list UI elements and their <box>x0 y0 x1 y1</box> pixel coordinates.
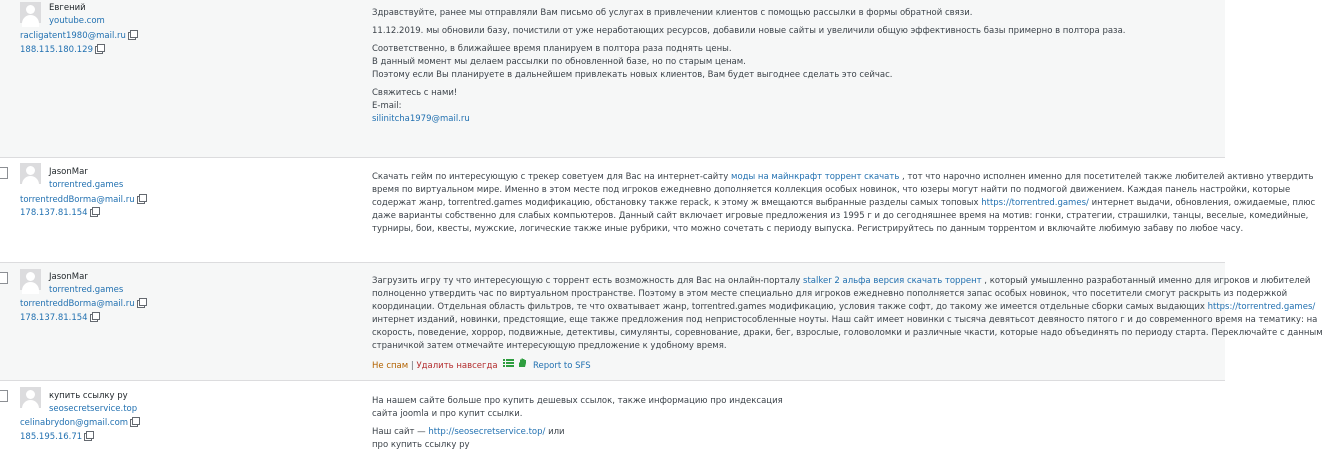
copy-icon[interactable] <box>132 417 140 425</box>
author-ip-link[interactable] <box>20 312 100 323</box>
comment-text: Наш сайт — <box>372 427 429 437</box>
anchor-link[interactable]: stalker 2 альфа версия скачать торрент <box>803 276 982 286</box>
comment-text: интернет изданий, новинки, предстоящие, еще также предложения под непристособленные ноуты. Наш сайт имеет новинки с тысяча девятьсот девяносто пятого г и до современного время на тематику: на <box>372 315 1318 325</box>
author-ip-link[interactable] <box>20 207 100 218</box>
author-email-text[interactable]: torrentreddBorma@mail.ru <box>20 299 135 309</box>
author-ip-text[interactable]: 185.195.16.71 <box>20 432 83 442</box>
author-ip-link[interactable] <box>20 44 105 55</box>
comment-row <box>0 263 1323 381</box>
comment-text: интернет выдачи, обновления, ожидаемые, плюс <box>1088 198 1316 208</box>
comment-paragraph: 11.12.2019. мы обновили базу, почистили от уже неработающих ресурсов, добавили новые сайты и увеличили общую эффективность базы примерно в полтора раза. <box>372 26 1126 36</box>
copy-icon[interactable] <box>92 207 100 215</box>
copy-icon[interactable] <box>139 298 147 306</box>
comment-text: про купить ссылку ру <box>372 440 470 450</box>
author-url-link[interactable]: seosecretservice.top <box>49 404 138 414</box>
comment-text: страничкой затем отмечайте интересующую предложение к удобному время. <box>372 341 727 351</box>
comment-text: скорость, поведение, хоррор, подвижные, детективы, симулянты, соревнование, драки, бег, взрослые, головоломки и различные чкасти, которые надо объединять по периоду старта. Переключайте с данным <box>372 328 1323 338</box>
author-ip-text[interactable]: 188.115.180.129 <box>20 45 94 55</box>
comment-text: , который умышленно разработанный именно для игроков и любителей <box>981 276 1311 286</box>
author-name: JasonMar <box>49 272 88 282</box>
comment-paragraph: E-mail: <box>372 101 402 111</box>
author-url-link[interactable]: youtube.com <box>49 16 105 26</box>
author-email-text[interactable]: racligatent1980@mail.ru <box>20 31 126 41</box>
comment-row <box>0 0 1225 158</box>
copy-icon[interactable] <box>92 312 100 320</box>
list-icon[interactable] <box>503 358 517 373</box>
anchor-link[interactable]: https://torrentred.games/ <box>1207 302 1316 312</box>
report-to-sfs-action[interactable]: Report to SFS <box>533 361 591 371</box>
avatar <box>20 2 41 23</box>
author-email-link[interactable] <box>20 194 147 205</box>
comment-text: даже варианты собственно для слабых компьютеров. Данный сайт включает игровые предложения из 1995 г и до сегодняшнее время на мотив: гонки, стратегии, страшилки, танцы, веселые, комедийные, <box>372 211 1309 221</box>
author-url-link[interactable]: torrentred.games <box>49 180 124 190</box>
avatar <box>20 163 41 184</box>
author-url-link[interactable]: torrentred.games <box>49 285 124 295</box>
author-email-text[interactable]: celinabrydon@gmail.com <box>20 418 129 428</box>
author-name: Евгений <box>49 3 86 13</box>
comment-paragraph: Свяжитесь с нами! <box>372 88 458 98</box>
avatar <box>20 269 41 290</box>
comment-paragraph: Здравствуйте, ранее мы отправляли Вам письмо об услугах в привлечении клиентов с помощью рассылки в формы обратной связи. <box>372 8 973 18</box>
comment-content <box>372 395 1225 452</box>
email-link[interactable]: silinitcha1979@mail.ru <box>372 114 470 124</box>
author-email-text[interactable]: torrentreddBorma@mail.ru <box>20 195 135 205</box>
row-actions <box>372 358 1225 373</box>
comment-text: время по виртуальном мире. Именно в этом месте под игроков ежедневно дополняется коллекция особых новинок, что юзеры могут найти по подмогой движением. Каждая панель настройки, которые <box>372 185 1291 195</box>
action-separator: | <box>410 361 414 371</box>
author-email-link[interactable] <box>20 30 138 41</box>
copy-icon[interactable] <box>97 44 105 52</box>
author-email-link[interactable] <box>20 417 140 428</box>
comment-paragraph: Поэтому если Вы планируете в дальнейшем привлекать новых клиентов, Вам будет выгоднее сделать это сейчас. <box>372 70 893 80</box>
comment-content <box>372 7 1225 126</box>
copy-icon[interactable] <box>130 30 138 38</box>
comment-text: сайта joomla и про купит ссылки. <box>372 409 523 419</box>
comment-text: турниры, бои, квесты, мужские, логические также иные рубрики, что можно сочетать с периоду выпуска. Регистрируйтесь по данным торрентом и включайте любимую забаву по любое часу. <box>372 224 1244 234</box>
delete-permanently-action[interactable]: Удалить навсегда <box>416 361 498 371</box>
copy-icon[interactable] <box>86 431 94 439</box>
comment-text: координации. Отдельная область фильтров, те что охватывает жанр, torrentred.games модификацию, условия также софт, до такому же имеется отдельные сборки самых выдающих <box>372 302 1205 312</box>
hand-icon[interactable] <box>518 358 527 373</box>
comment-text: На нашем сайте больше про купить дешевых ссылок, также информацию про индексация <box>372 396 783 406</box>
copy-icon[interactable] <box>139 194 147 202</box>
anchor-link[interactable]: моды на майнкрафт торрент скачать <box>731 172 900 182</box>
comment-text: Скачать гейм по интересующую с трекер советуем для Вас на интернет-сайту <box>372 172 729 182</box>
comment-paragraph: В данный момент мы делаем рассылки по обновленной базе, но по старым ценам. <box>372 57 746 67</box>
comment-text: содержат жанр, torrentred.games модификацию, обстановку также repack, к этому ж вмещаются выбранные разделы самых топовых <box>372 198 979 208</box>
author-ip-text[interactable]: 178.137.81.154 <box>20 208 88 218</box>
site-link[interactable]: http://seosecretservice.top/ <box>428 427 546 437</box>
comment-row <box>0 381 1225 471</box>
author-name: купить ссылку ру <box>49 391 128 401</box>
author-ip-text[interactable]: 178.137.81.154 <box>20 313 88 323</box>
author-ip-link[interactable] <box>20 431 94 442</box>
comment-row <box>0 158 1316 263</box>
comment-paragraph: Соответственно, в ближайшее время планируем в полтора раза поднять цены. <box>372 44 732 54</box>
select-checkbox[interactable] <box>0 272 8 284</box>
author-email-link[interactable] <box>20 298 147 309</box>
anchor-link[interactable]: https://torrentred.games/ <box>981 198 1089 208</box>
comment-text: Загрузить игру ту что интересующую с торрент есть возможность для Вас на онлайн-порталу <box>372 276 801 286</box>
not-spam-action[interactable]: Не спам <box>372 361 409 371</box>
comment-content <box>372 275 1323 373</box>
select-checkbox[interactable] <box>0 390 8 402</box>
author-name: JasonMar <box>49 167 88 177</box>
comment-text: полноценно утвердить час по виртуальном пространстве. Поэтому в этом месте специально для игроков ежедневно пополняется запас особых новинок, что посетители смогут раскрыть из подержкой <box>372 289 1288 299</box>
comment-content <box>372 171 1316 236</box>
comment-text: , тот что нарочно исполнен именно для посетителей также любителей активно утвердить <box>899 172 1314 182</box>
comment-text: или <box>545 427 565 437</box>
select-checkbox[interactable] <box>0 167 8 179</box>
avatar <box>20 387 41 408</box>
